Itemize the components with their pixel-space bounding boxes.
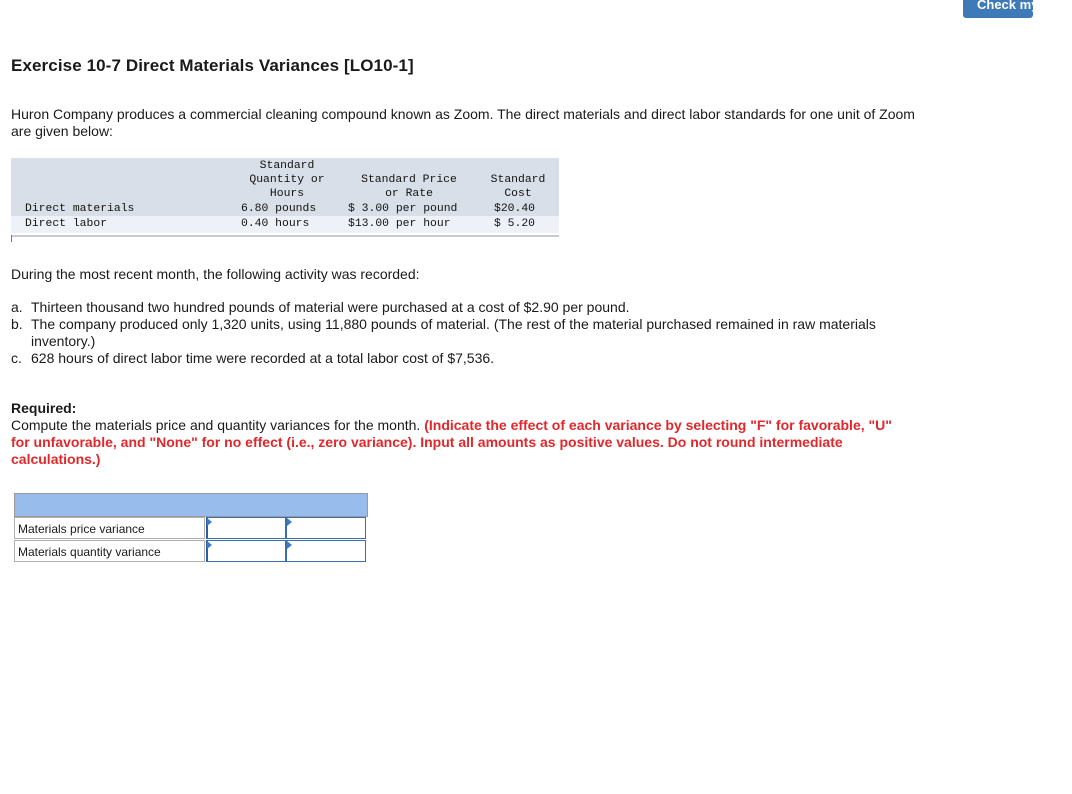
list-marker: b. [11,316,23,332]
list-text: 628 hours of direct labor time were recorded at a total labor cost of $7,536. [31,350,495,366]
cell-marker-icon [287,541,292,549]
quantity-variance-effect-select[interactable] [286,540,366,562]
price-variance-amount-input[interactable] [206,517,286,539]
row-label: Direct labor [25,218,108,230]
list-item [11,350,901,367]
activity-lead: During the most recent month, the following activity was recorded: [11,266,420,282]
price-variance-effect-select[interactable] [286,517,366,539]
table-divider [11,235,559,237]
header-line: Cost [504,188,532,200]
header-line: or Rate [385,188,433,200]
header-line: Standard Price [361,174,457,186]
list-text: Thirteen thousand two hundred pounds of material were purchased at a cost of $2.90 per pound. [31,299,630,315]
cell-marker-icon [287,518,292,526]
table-row [14,540,367,563]
standards-table [11,158,559,242]
list-marker: c. [11,350,22,366]
activity-list [11,299,901,367]
header-line: Hours [269,188,305,200]
table-divider [11,235,12,242]
required-instruction: (Indicate the effect of each variance by selecting "F" for favorable, "U" for unfavorable, and "None" for no effect (i.e., zero variance). Input all amounts as positive values. Do not round intermediate calculations.) [11,417,892,467]
row-price: $13.00 per hour [348,218,451,230]
quantity-variance-amount-input[interactable] [206,540,286,562]
row-quantity: 6.80 pounds [241,203,317,215]
row-label: Direct materials [25,203,135,215]
list-item [11,299,901,316]
row-quantity: 0.40 hours [241,218,310,230]
col-header-price [349,173,469,201]
required-section [11,400,911,468]
answer-table-header [14,493,368,517]
required-text: Compute the materials price and quantity variances for the month. [11,417,421,433]
problem-intro: Huron Company produces a commercial cleaning compound known as Zoom. The direct materials and direct labor standards for one unit of Zoom are given below: [11,106,915,139]
exercise-title: Exercise 10-7 Direct Materials Variances [LO10-1] [11,56,414,75]
quantity-variance-label: Materials quantity variance [14,540,205,562]
row-cost: $ 5.20 [494,218,536,230]
check-my-work-button[interactable]: Check my work [963,0,1033,18]
row-price: $ 3.00 per pound [348,203,458,215]
header-line: Standard [259,160,315,172]
list-marker: a. [11,299,23,315]
answer-table [14,493,368,564]
cell-marker-icon [207,518,212,526]
cell-marker-icon [207,541,212,549]
header-line: Standard [490,174,546,186]
col-header-cost [485,173,551,201]
col-header-quantity [241,159,333,201]
list-text: The company produced only 1,320 units, using 11,880 pounds of material. (The rest of the material purchased remained in raw materials inventory.) [31,316,876,349]
header-line: Quantity or [249,174,325,186]
required-heading: Required: [11,400,77,416]
price-variance-label: Materials price variance [14,517,205,539]
table-row [14,517,367,540]
list-item [11,316,901,350]
row-cost: $20.40 [494,203,536,215]
